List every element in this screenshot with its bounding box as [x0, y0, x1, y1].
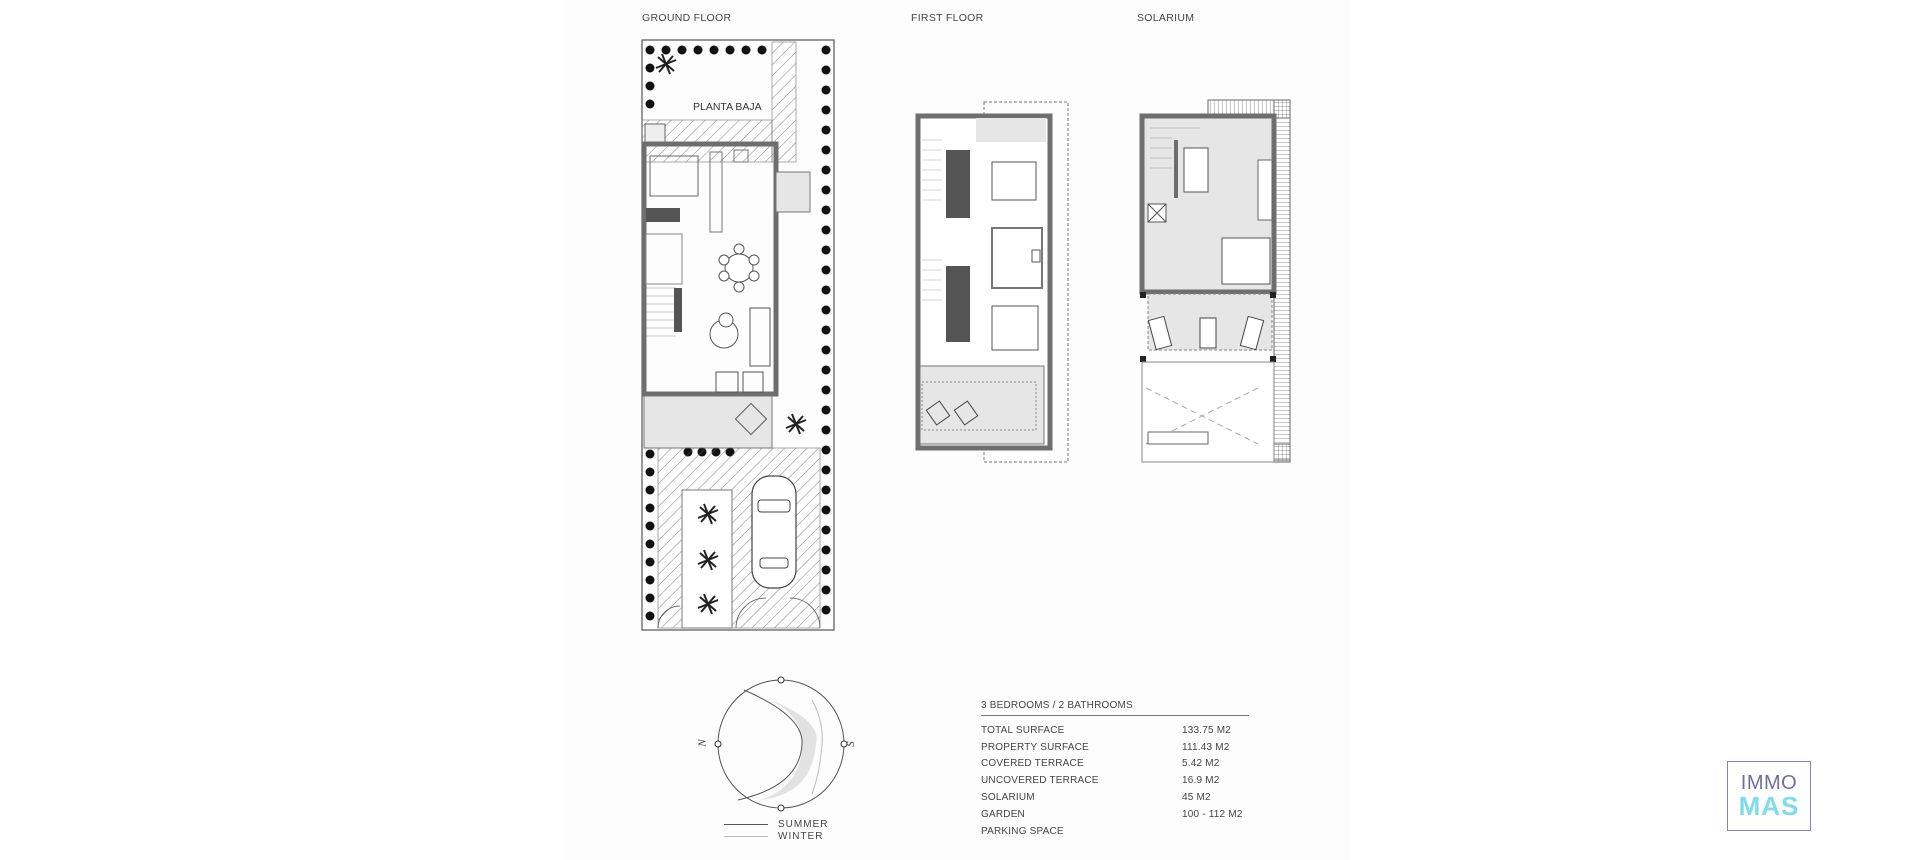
north-label: N	[696, 739, 709, 747]
spec-value: 133.75 M2	[1182, 724, 1232, 736]
specs-row	[981, 806, 1249, 823]
specs-row	[981, 789, 1249, 806]
spec-value: 16.9 M2	[1182, 775, 1220, 787]
specs-row	[981, 823, 1249, 840]
spec-value: 100 - 112 M2	[1182, 808, 1243, 820]
spec-value: 45 M2	[1182, 792, 1211, 804]
first-floor-title: FIRST FLOOR	[911, 12, 984, 24]
ground-floor-plan	[640, 38, 836, 634]
specs-row	[981, 739, 1249, 756]
legend-label: SUMMER	[778, 818, 829, 830]
spec-value: 5.42 M2	[1182, 758, 1220, 770]
logo-line1: IMMO	[1740, 772, 1798, 794]
spec-label: GARDEN	[981, 808, 1025, 820]
specs-table	[981, 700, 1249, 840]
spec-label: UNCOVERED TERRACE	[981, 775, 1099, 787]
specs-row	[981, 772, 1249, 789]
specs-heading: 3 BEDROOMS / 2 BATHROOMS	[981, 700, 1249, 716]
winter-line-icon	[724, 836, 768, 837]
logo-line2: MAS	[1738, 791, 1800, 821]
legend-item-summer	[724, 818, 828, 830]
solarium-plan	[1138, 98, 1294, 468]
sun-path-legend	[724, 818, 828, 842]
legend-label: WINTER	[778, 830, 824, 842]
sun-path-diagram	[708, 676, 854, 814]
spec-value: 111.43 M2	[1182, 741, 1230, 753]
specs-row	[981, 756, 1249, 773]
south-label: S	[844, 741, 857, 747]
spec-label: COVERED TERRACE	[981, 758, 1084, 770]
specs-row	[981, 722, 1249, 739]
immomas-logo[interactable]	[1727, 761, 1811, 831]
ground-floor-title: GROUND FLOOR	[642, 12, 732, 24]
ground-floor-plan-label: PLANTA BAJA	[693, 101, 762, 113]
legend-item-winter	[724, 830, 828, 842]
solarium-title: SOLARIUM	[1137, 12, 1195, 24]
summer-line-icon	[724, 824, 768, 825]
spec-label: PROPERTY SURFACE	[981, 741, 1089, 753]
spec-label: PARKING SPACE	[981, 825, 1064, 837]
first-floor-plan	[914, 100, 1070, 466]
spec-label: SOLARIUM	[981, 792, 1035, 804]
spec-label: TOTAL SURFACE	[981, 724, 1065, 736]
